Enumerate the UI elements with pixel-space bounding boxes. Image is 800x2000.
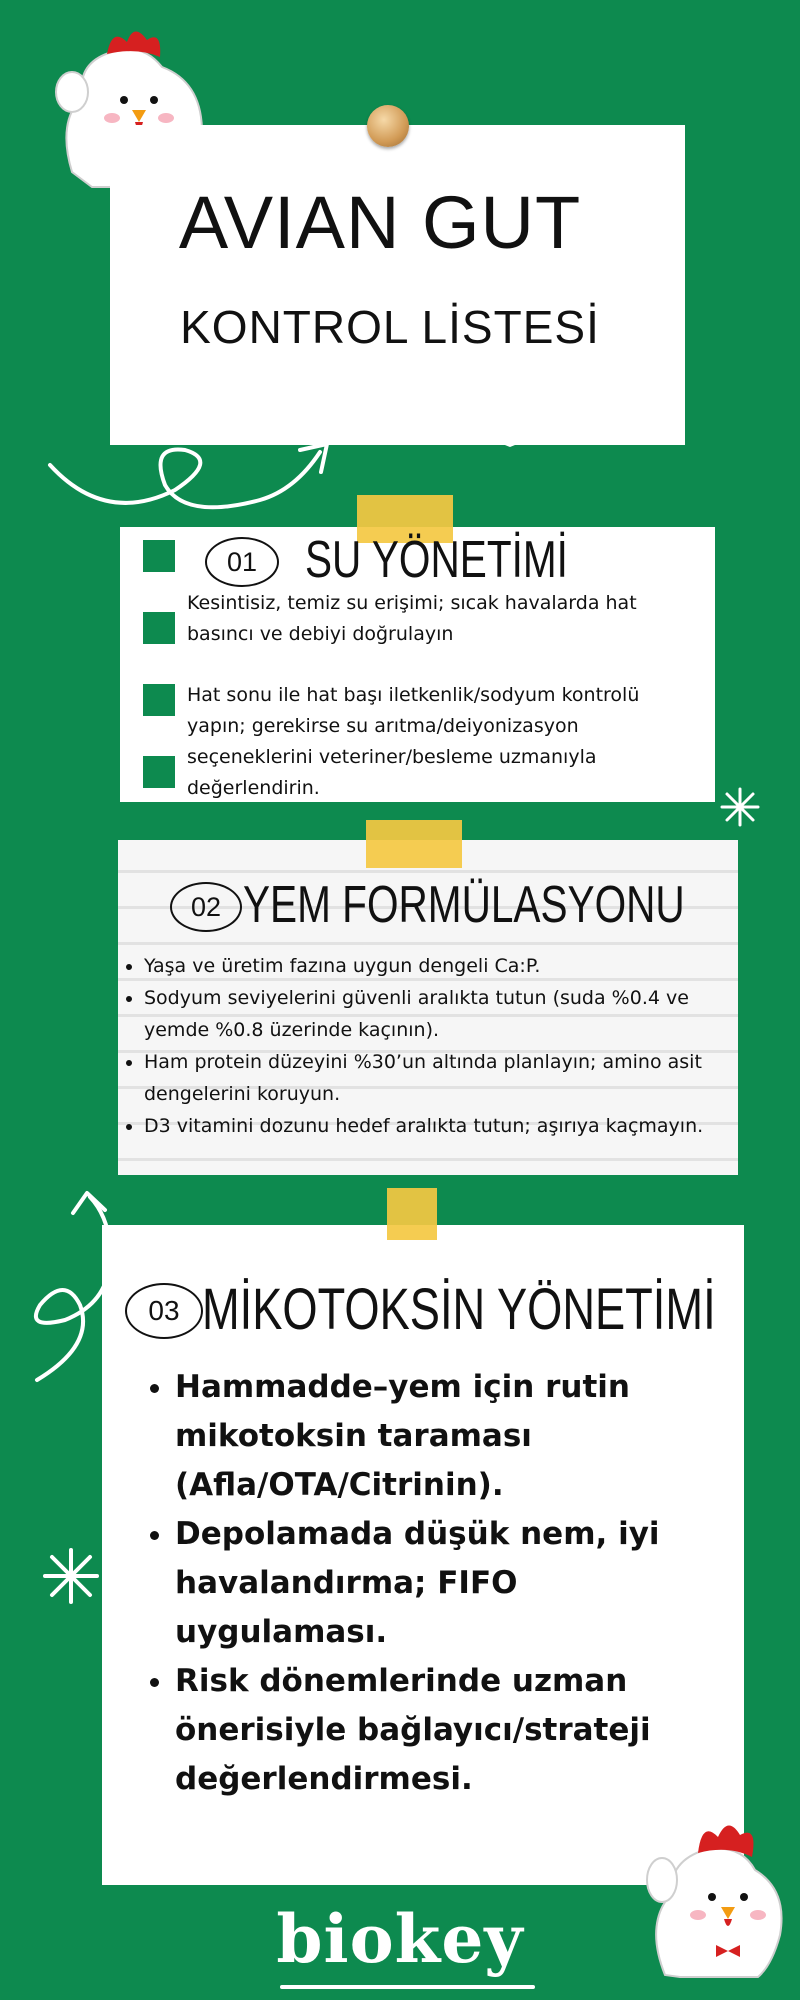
list-item: • Depolamada düşük nem, iyi havalandırma; FIFO uygulaması. xyxy=(175,1510,717,1657)
section-number: 03 xyxy=(125,1283,203,1339)
section-title: SU YÖNETİMİ xyxy=(305,531,568,589)
section-number: 02 xyxy=(170,882,242,932)
pushpin-icon xyxy=(367,105,409,147)
checkbox-square-icon xyxy=(143,612,175,644)
logo-underline xyxy=(280,1985,535,1989)
sparkle-icon xyxy=(40,1545,102,1607)
list-item: • D3 vitamini dozunu hedef aralıkta tutun; aşırıya kaçmayın. xyxy=(144,1110,718,1142)
list-item: • Yaşa ve üretim fazına uygun dengeli Ca:P. xyxy=(144,950,718,982)
section-number: 01 xyxy=(205,537,279,587)
paragraph: Hat sonu ile hat başı iletkenlik/sodyum kontrolü yapın; gerekirse su arıtma/deiyonizasyon seçeneklerini veteriner/besleme uzmanıyla değerlendirin. xyxy=(187,684,640,799)
list-item: • Sodyum seviyelerini güvenli aralıkta tutun (suda %0.4 ve yemde %0.8 üzerinde kaçının). xyxy=(144,982,718,1046)
page-subtitle: KONTROL LİSTESİ xyxy=(180,301,600,353)
tape-decoration xyxy=(366,820,462,868)
list-item: • Ham protein düzeyini %30’un altında planlayın; amino asit dengelerini koruyun. xyxy=(144,1046,718,1110)
curly-arrow-icon xyxy=(45,430,335,520)
brand-logo: biokey xyxy=(276,1900,524,1978)
paragraph: Kesintisiz, temiz su erişimi; sıcak havalarda hat basıncı ve debiyi doğrulayın xyxy=(187,592,637,645)
section-text xyxy=(187,588,692,804)
section-title: MİKOTOKSİN YÖNETİMİ xyxy=(202,1277,716,1342)
list-item: • Risk dönemlerinde uzman önerisiyle bağlayıcı/strateji değerlendirmesi. xyxy=(175,1657,717,1804)
section-title: YEM FORMÜLASYONU xyxy=(243,876,685,934)
list-item: • Hammadde–yem için rutin mikotoksin taraması (Afla/OTA/Citrinin). xyxy=(175,1363,717,1510)
checkbox-square-icon xyxy=(143,684,175,716)
section-list xyxy=(147,1363,717,1804)
tape-decoration xyxy=(387,1188,437,1240)
checkbox-square-icon xyxy=(143,756,175,788)
sparkle-icon xyxy=(718,785,762,829)
checkbox-square-icon xyxy=(143,540,175,572)
section-list xyxy=(118,950,718,1142)
page-title: AVIAN GUT xyxy=(178,181,582,264)
